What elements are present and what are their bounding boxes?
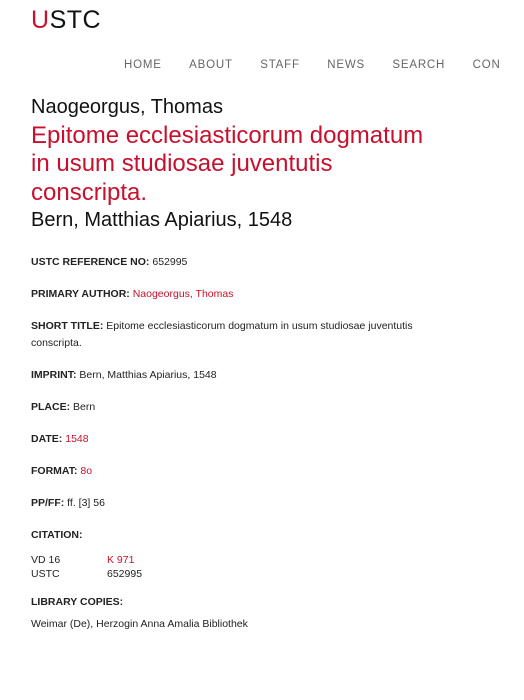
short-title-label: SHORT TITLE: [31,319,104,332]
citation-ref-link[interactable]: K 971 [107,554,135,567]
author-heading: Naogeorgus, Thomas [31,96,223,118]
format-link[interactable]: 8o [80,464,93,477]
ref-label: USTC REFERENCE NO: [31,255,150,268]
library-copy: Weimar (De), Herzogin Anna Amalia Bibliothek [31,617,248,630]
nav-news[interactable]: NEWS [327,59,365,71]
field-ref [31,254,441,272]
logo-rest: STC [49,6,102,34]
citation-row [31,554,441,568]
citation-source: USTC [31,568,60,581]
field-date [31,431,441,449]
nav-staff[interactable]: STAFF [260,59,300,71]
place-value: Bern [73,401,96,414]
citation-ref: 652995 [107,568,143,581]
field-citation [31,527,441,545]
format-label: FORMAT: [31,464,78,477]
nav-search[interactable]: SEARCH [392,59,446,71]
field-primary-author [31,286,441,304]
ppff-value: ff. [3] 56 [67,496,105,509]
imprint-label: IMPRINT: [31,369,77,382]
imprint-value: Bern, Matthias Apiarius, 1548 [79,369,217,382]
citation-source: VD 16 [31,554,61,567]
field-short-title [31,318,441,354]
field-library-copies [31,594,441,612]
date-label: DATE: [31,433,63,445]
record-main [31,96,441,630]
citation-label: CITATION: [31,528,83,541]
field-imprint [31,367,441,385]
site-header [0,0,501,90]
imprint-heading: Bern, Matthias Apiarius, 1548 [31,208,293,231]
nav-home[interactable]: HOME [124,59,162,71]
field-format [31,463,441,481]
nav-about[interactable]: ABOUT [189,59,233,71]
author-label: PRIMARY AUTHOR: [31,287,130,300]
citation-row [31,568,441,582]
date-link[interactable]: 1548 [65,433,89,445]
ppff-label: PP/FF: [31,496,65,509]
ref-value: 652995 [152,255,188,268]
place-label: PLACE: [31,401,71,414]
author-link[interactable]: Naogeorgus, Thomas [132,287,234,300]
citation-list [31,554,441,581]
title-heading: Epitome ecclesiasticorum dogmatum in usum studiosae juventutis conscripta. [31,122,424,206]
field-ppff [31,495,441,513]
field-place [31,399,441,417]
record-fields [31,254,441,630]
ustc-logo[interactable] [31,6,101,35]
nav-contact[interactable]: CON [472,59,501,71]
short-title-value: Epitome ecclesiasticorum dogmatum in usum studiosae juventutis conscripta. [31,319,413,350]
logo-u: U [31,6,50,34]
copies-label: LIBRARY COPIES: [31,595,124,608]
main-nav [124,55,524,73]
